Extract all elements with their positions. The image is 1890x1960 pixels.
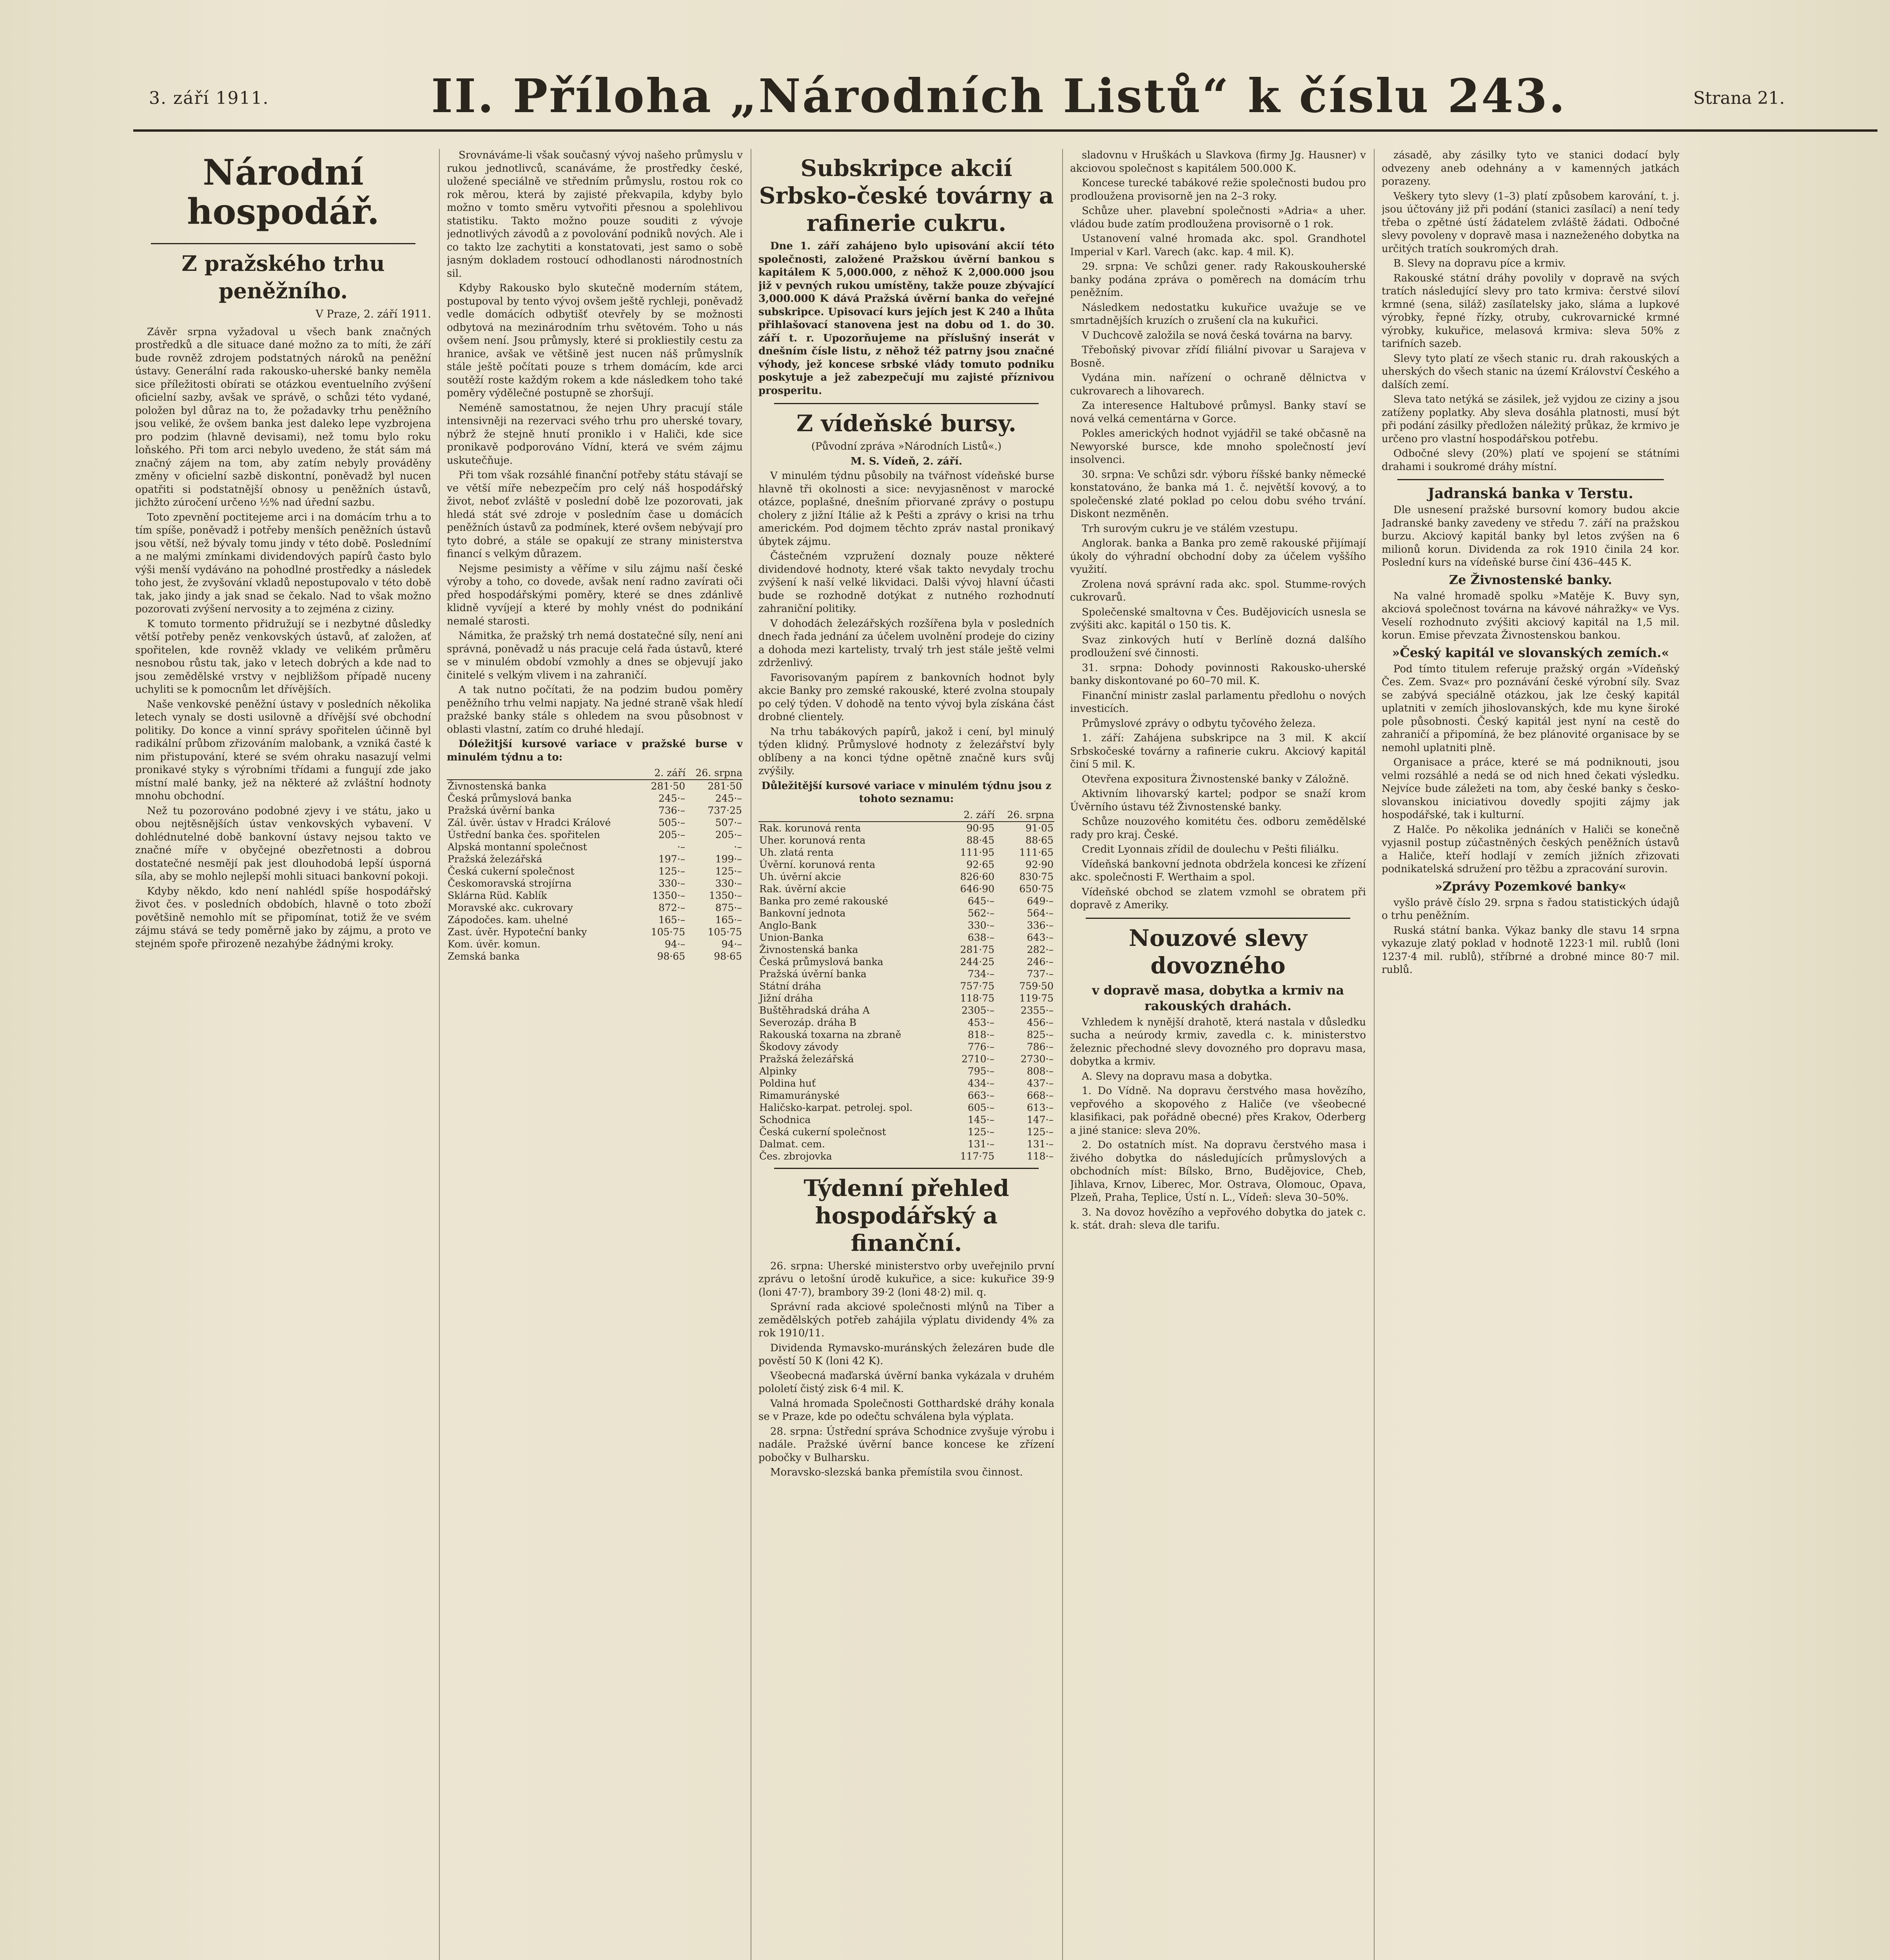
quote-value: 131·– xyxy=(967,1138,995,1150)
quote-value: 437·– xyxy=(1027,1077,1054,1089)
article-source: (Původní zpráva »Národních Listů«.) xyxy=(811,441,1002,452)
quotes-row xyxy=(758,822,1054,834)
security-name: Anglo-Bank xyxy=(759,919,817,931)
quote-value: 453·– xyxy=(967,1016,995,1028)
paragraph: 28. srpna: Ústřední správa Schodnice zvyšuje výrobu i nadále. Pražské úvěrní bance koncese ke zřízení pobočky v Bulharsku. xyxy=(758,1425,1054,1464)
security-name: Dalmat. cem. xyxy=(759,1138,825,1150)
quote-value: 105·75 xyxy=(707,926,742,938)
paragraph: Při tom však rozsáhlé finanční potřeby státu stávají se ve větší míře nebezpečím pro celý náš hospodářský život, neboť zvláště v poslední době lze pozorovati, jak hledá stát své zdroje v posledním čase u domácích peněžních ústavů za podmínek, které ovšem nebývají pro tyto dobré, a stále se opakují ze strany ministerstva financí s velkým důrazem. xyxy=(447,469,743,560)
section-title: Národní hospodář. xyxy=(187,152,379,232)
paragraph: V minulém týdnu působily na tvářnost vídeňské burse hlavně tři okolnosti a sice: nevyjasněnost v marocké otázce, poplašné, dnešním přiorvané zprávy o postupu cholery z jižní Itálie až k Pešti a zprávy o krisi na trhu americkém. Pod dojmem těchto zpráv nastal pronikavý úbytek zájmu. xyxy=(758,470,1054,548)
security-name: Pražská železářská xyxy=(759,1053,854,1065)
paragraph: Finanční ministr zaslal parlamentu předlohu o nových investicích. xyxy=(1070,690,1366,715)
security-name: Pražská úvěrní banka xyxy=(759,968,867,980)
security-name: Bankovní jednota xyxy=(759,907,846,919)
article-title: »Zprávy Pozemkové banky« xyxy=(1435,878,1627,894)
quotes-header-row xyxy=(758,808,1054,822)
quote-value: 434·– xyxy=(967,1077,995,1089)
quote-value: 808·– xyxy=(1027,1065,1054,1077)
article-title: Z pražského trhu peněžního. xyxy=(181,251,385,303)
paragraph: Vydána min. nařízení o ochraně dělnictva v cukrovarech a lihovarech. xyxy=(1070,372,1366,397)
quote-value: 2355·– xyxy=(1020,1004,1054,1016)
quote-value: 2730·– xyxy=(1020,1053,1054,1065)
quote-value: 505·– xyxy=(658,817,686,828)
quotes-row xyxy=(447,914,743,926)
security-name: Zast. úvěr. Hypoteční banky xyxy=(448,926,587,938)
paragraph: Veškery tyto slevy (1–3) platí způsobem karování, t. j. jsou účtovány již při podání (stanici zasílací) a není tedy třeba o zpětné ústí žádatelem zvláště žádati. Odbočné slevy povoleny v dopravě masa i nazneženého dobytka na určitých tratích soukromých drah. xyxy=(1382,190,1680,255)
quotes-row xyxy=(758,992,1054,1004)
paragraph: Trh surovým cukru je ve stálém vzestupu. xyxy=(1082,523,1298,535)
quote-value: 111·65 xyxy=(1019,846,1054,858)
quote-value: 92·90 xyxy=(1025,858,1054,870)
security-name: Haličsko-karpat. petrolej. spol. xyxy=(759,1102,913,1113)
quotes-row xyxy=(447,780,743,792)
quotes-row xyxy=(758,1102,1054,1114)
quote-value: 564·– xyxy=(1027,907,1054,919)
quote-value: 737·25 xyxy=(707,805,742,816)
security-name: Alpská montanní společnost xyxy=(448,841,587,853)
quotes-row xyxy=(447,804,743,817)
quotes-row xyxy=(758,956,1054,968)
quotes-header-cell: 2. září xyxy=(951,808,996,822)
paragraph-group xyxy=(1382,590,1680,642)
security-name: Pražská úvěrní banka xyxy=(448,805,555,816)
divider xyxy=(774,403,1039,404)
quote-value: 205·– xyxy=(715,829,742,840)
security-name: Státní dráha xyxy=(759,980,822,992)
quotes-row xyxy=(758,871,1054,883)
quotes-row xyxy=(758,834,1054,846)
quotes-row xyxy=(758,1004,1054,1016)
paragraph: Vídeňské obchod se zlatem vzmohl se obratem při dopravě z Ameriky. xyxy=(1070,886,1366,911)
quote-value: 663·– xyxy=(967,1089,995,1101)
security-name: Živnostenská banka xyxy=(759,944,858,955)
paragraph: Koncese turecké tabákové režie společnosti budou pro prodloužena provisorně jen na 2–3 roky. xyxy=(1070,177,1366,202)
quote-value: 118·75 xyxy=(960,992,995,1004)
security-name: Uh. úvěrní akcie xyxy=(759,871,841,882)
paragraph: Dle usnesení pražské bursovní komory budou akcie Jadranské banky zavedeny ve středu 7. září na pražskou burzu. Akciový kapitál banky byl letos zvýšen na 6 milionů korun. Dividenda za rok 1910 činila 24 kor. Poslední kurs na vídeňské burse činí 436–445 K. xyxy=(1382,504,1680,568)
issue-date: 3. září 1911. xyxy=(149,88,269,108)
quotes-row xyxy=(758,1150,1054,1162)
quote-value: 456·– xyxy=(1027,1016,1054,1028)
quote-value: 98·65 xyxy=(714,951,742,962)
paragraph: Ustanovení valné hromada akc. spol. Grandhotel Imperial v Karl. Varech (akc. kap. 4 mil. K). xyxy=(1070,233,1366,258)
paragraph: Kdyby Rakousko bylo skutečně moderním státem, postupoval by tento vývoj ovšem ještě rychleji, poněvadž vedle domácích odbytišť otevřely by se možnosti odbytová na mezinárodním trhu světovém. Toho u nás ovšem není. Jsou průmysly, které si prokliestily cestu za hranice, avšak ve většině jest nucen náš průmyslník stále ještě počítati pouze s trhem domácím, kde arci soutěží roste každým rokem a kde následkem toho také poměry výdělečné postupně se zhoršují. xyxy=(447,282,743,399)
paragraph: Kdyby někdo, kdo není nahlédl spíše hospodářský život čes. v posledních obdobích, hlavně o toto zboží povětšině nemohlo mít se připomínat, totiž že ve svém zájmu stává se tedy poměrně jako by zájmu, a proto ve stejném spoře přirozeně nezahýbe žádnými kroky. xyxy=(135,885,431,950)
security-name: Rak. úvěrní akcie xyxy=(759,883,846,895)
paragraph: K tomuto tormento přidružují se i nezbytné důsledky větší potřeby peněz venkovských ústavů, ať založen, ať spořitelen, kde rovněž vklady ve velikém průměru nesnobou růstu tak, jako v letech dobrých a kde nad to jsou zemědělské vrstvy v nejbližšom případě nuceny uchyliti se k pomocnům let dřívějších. xyxy=(135,618,431,695)
security-name: Čes. zbrojovka xyxy=(759,1150,832,1162)
quotes-row xyxy=(758,980,1054,992)
quotes-header-cell xyxy=(447,766,643,780)
paragraph-group xyxy=(1070,1016,1366,1232)
quotes-header-cell: 26. srpna xyxy=(686,766,743,780)
security-name: Zemská banka xyxy=(448,951,520,962)
quote-value: 94·– xyxy=(721,938,742,950)
quotes-row xyxy=(447,877,743,889)
page-number: Strana 21. xyxy=(1693,88,1785,108)
quotes-row xyxy=(447,938,743,950)
article-title: Z vídeňské bursy. xyxy=(796,410,1016,437)
quotes-row xyxy=(758,895,1054,907)
security-name: Schodnica xyxy=(759,1114,811,1125)
quote-value: 245·– xyxy=(715,793,742,804)
quote-value: 330·– xyxy=(658,878,686,889)
quotes-row xyxy=(447,817,743,829)
quote-value: 117·75 xyxy=(960,1150,995,1162)
quote-value: 757·75 xyxy=(960,980,995,992)
paragraph: Dne 1. září zahájeno bylo upisování akcií této společnosti, založené Pražskou úvěrní bankou s kapitálem K 5,000.000, z něhož K 2,000.000 jsou již v pevných rukou umístěny, takže pouze zbývající 3,000.000 K dává Pražská úvěrní banka do veřejné subskripce. Upisovací kurs jejích jest K 240 a lhůta přihlašovací stanovena jest na dobu od 1. do 30. září t. r. Upozorňujeme na příslušný inserát v dnešním čísle listu, z něhož též patrny jsou značné výhody, jež koncese srbské vlády tomuto podniku poskytuje a jež zabezpečují mu zajisté příznivou prosperitu. xyxy=(758,240,1054,397)
paragraph: Společenské smaltovna v Čes. Budějovicích usnesla se zvýšiti akc. kapitál o 150 tis. K. xyxy=(1070,606,1366,631)
quote-value: 125·– xyxy=(1027,1126,1054,1138)
quote-value: 281·50 xyxy=(651,780,686,792)
quote-value: 197·– xyxy=(658,853,686,865)
quotes-title: Důležitější kursové variace v minulém týdnu jsou z tohoto seznamu: xyxy=(761,780,1052,805)
quotes-row xyxy=(447,902,743,914)
paragraph: Za interesence Haltubové průmysl. Banky staví se nová velká cementárna v Gorce. xyxy=(1070,400,1366,425)
security-name: Česká cukerní společnost xyxy=(448,866,575,877)
article-dateline: V Praze, 2. září 1911. xyxy=(316,308,431,320)
quote-value: 330·– xyxy=(715,878,742,889)
paragraph: Credit Lyonnais zřídil de doulechu v Pešti filiálku. xyxy=(1082,844,1339,855)
quotes-row xyxy=(758,1114,1054,1126)
quotes-row xyxy=(758,1053,1054,1065)
quote-value: 825·– xyxy=(1027,1029,1054,1040)
quote-value: 244·25 xyxy=(960,956,995,967)
paragraph: Schůze nouzového komitétu čes. odboru zemědělské rady pro kraj. České. xyxy=(1070,816,1366,841)
paragraph-group xyxy=(1382,149,1680,474)
quotes-row xyxy=(447,889,743,902)
security-name: Alpinky xyxy=(759,1065,797,1077)
quotes-header-cell: 2. září xyxy=(643,766,686,780)
quote-value: 646·90 xyxy=(960,883,995,895)
quotes-header-row xyxy=(447,766,743,780)
quote-value: 507·– xyxy=(715,817,742,828)
quote-value: 281·50 xyxy=(707,780,742,792)
quote-value: ·– xyxy=(677,841,686,853)
security-name: Pražská železářská xyxy=(448,853,542,865)
quotes-row xyxy=(758,907,1054,919)
page-header xyxy=(125,69,1889,123)
quote-value: 111·95 xyxy=(960,846,995,858)
quotes-row xyxy=(758,968,1054,980)
security-name: Škodovy závody xyxy=(759,1041,838,1053)
paragraph: Naše venkovské peněžní ústavy v posledních několika letech vynaly se dosti usilovně a dřívější své obchodní politiky. Do konce a vinní správy spořitelen účinně byl radikální průbom zřizováním malobank, a vzniká časté k nim přistupování, které se svém ohraku nasazují velmi pronikavé styky s výrobními třídami a fungují zde jako místní malé banky, jež na některé až zvláštní hodnoty mnohu obchodní. xyxy=(135,698,431,802)
quotes-row xyxy=(758,1126,1054,1138)
quote-value: 125·– xyxy=(967,1126,995,1138)
header-rule xyxy=(133,129,1877,132)
quotes-row xyxy=(447,926,743,938)
divider xyxy=(1086,918,1350,919)
quote-value: 795·– xyxy=(967,1065,995,1077)
quotes-table xyxy=(758,808,1054,1162)
paragraph: Moravsko-slezská banka přemístila svou činnost. xyxy=(770,1466,1023,1478)
quotes-row xyxy=(447,865,743,877)
quotes-row xyxy=(758,944,1054,956)
quote-value: ·– xyxy=(734,841,742,853)
quote-value: 92·65 xyxy=(966,858,995,870)
quote-value: 826·60 xyxy=(960,871,995,882)
paragraph: Závěr srpna vyžadoval u všech bank značných prostředků a dle situace dané možno za to míti, že září bude rovněž zdrojem podstatných nároků na peněžní ústavy. Generální rada rakousko-uherské banky neměla sice příležitosti obírati se otázkou eventuelního zvýšení oficielní sazby, avšak ve správě, o schůzi této vydané, položen byl důraz na to, že požadavky trhu peněžního jsou veliké, že ovšem banka jest dalekо lepe vyzbrojena pro podzim (hlavně devisami), než tomu bylo roku loňského. Při tom arci nebylo uvedeno, že stát sám má značný zájem na tom, aby zatím nebyly prováděny změny v oficielní sazbě diskontní, poněvadž byl nucen opatřiti si podstatnější obnosy u peněžních ústavů, jichžto zúročení určeno ½% nad úřední sazbu. xyxy=(135,326,431,508)
quotes-row xyxy=(758,1065,1054,1077)
quote-value: 1350·– xyxy=(709,890,742,901)
security-name: Zál. úvěr. ústav v Hradci Králové xyxy=(448,817,611,828)
quotes-row xyxy=(447,792,743,804)
quote-value: 818·– xyxy=(967,1029,995,1040)
paragraph: Neméně samostatnou, že nejen Uhry pracují stále intensivněji na rezervaci svého trhu pro uherské tovary, nýbrž že stejně hnutí proniklo i v Haliči, kde sice pronikavě podporováno Vídní, která ve svém zájmu uskutečňuje. xyxy=(447,402,743,466)
quote-value: 649·– xyxy=(1027,895,1054,907)
quote-value: 88·65 xyxy=(1025,834,1054,846)
quote-value: 245·– xyxy=(658,793,686,804)
security-name: Uh. zlatá renta xyxy=(759,846,834,858)
security-name: Rimamurányské xyxy=(759,1089,840,1101)
security-name: Česká průmyslová banka xyxy=(759,956,883,967)
column-divider xyxy=(1374,149,1375,1960)
article-title: Jadranská banka v Terstu. xyxy=(1427,485,1634,502)
quote-value: 645·– xyxy=(967,895,995,907)
quotes-header-cell: 26. srpna xyxy=(995,808,1054,822)
quote-value: 125·– xyxy=(658,866,686,877)
quote-value: 1350·– xyxy=(652,890,686,901)
divider xyxy=(774,1168,1039,1169)
quote-value: 165·– xyxy=(658,914,686,926)
paragraph: Organisace a práce, které se má podniknouti, jsou velmi rozsáhlé a nedá se od nich hned čekati výsledku. Nejvíce bude záležeti na tom, aby české banky s česko-slovanskou iniciativou dovedly spojiti zájmy jak hospodářské, tak i kulturní. xyxy=(1382,757,1680,821)
paragraph: Vídeňská bankovní jednota obdržela koncesi ke zřízení akc. společnosti F. Werthaim a spol. xyxy=(1070,858,1366,883)
quote-value: 281·75 xyxy=(960,944,995,955)
article-subtitle: v dopravě masa, dobytka a krmiv na rakouských drahách. xyxy=(1092,982,1344,1013)
paragraph: 30. srpna: Ve schůzi sdr. výboru říšské banky německé konstatováno, že banka má 1. č. největší kovový, a to společenské zlaté poklad po celou dobu svého trvání. Diskont nezměněn. xyxy=(1070,468,1366,520)
paragraph: Slevy tyto platí ze všech stanic ru. drah rakouských a uherských do všech stanic na území Království Českého a dalších zemí. xyxy=(1382,352,1680,391)
quote-value: 643·– xyxy=(1027,931,1054,943)
paragraph: Než tu pozorováno podobné zjevy i ve státu, jako u obou nejtěsnějších ústav venkovských vybavení. V dohlédnutelné době bankovní ústavy nejsou takto ve značné míře v obyčejné obezřetnosti a dobrou dostatečné nesmějí pak jest dlouhodobá lepší úsporná síla, aby se mohlo nejlepší mohli situaci bankovní pokoji. xyxy=(135,805,431,882)
paragraph: V Duchcově založila se nová česká továrna na barvy. xyxy=(1082,329,1353,341)
security-name: Úvěrní. korunová renta xyxy=(759,858,876,870)
divider xyxy=(1397,479,1664,480)
paragraph-group xyxy=(1382,897,1680,977)
quote-value: 759·50 xyxy=(1019,980,1054,992)
paragraph: 29. srpna: Ve schůzi gener. rady Rakouskouherské banky podána zpráva o poměrech na domácím trhu peněžním. xyxy=(1070,261,1366,299)
paragraph: Svaz zinkových hutí v Berlíně dozná dalšího prodloužení své činnosti. xyxy=(1070,634,1366,659)
quote-value: 282·– xyxy=(1027,944,1054,955)
quote-value: 668·– xyxy=(1027,1089,1054,1101)
quotes-title: Dóležitjší kursové variace v pražské burse v minulém týdnu a to: xyxy=(447,738,743,763)
quote-value: 105·75 xyxy=(651,926,686,938)
paragraph: Pokles amerických hodnot vyjádřil se také občasně na Newyorské bursce, kde mnoho společností jeví insolvenci. xyxy=(1070,428,1366,466)
paragraph: Z Halče. Po několika jednáních v Haliči se konečně vyjasnil postup zúčastněných českých peněžních ústavů a Haliče, kteří hodlají v zemích jižních zřizovati podnikatelská sdružení pro těžbu a zpracování surovin. xyxy=(1382,824,1680,875)
quote-value: 205·– xyxy=(658,829,686,840)
security-name: Rakouská toxarna na zbraně xyxy=(759,1029,901,1040)
paragraph: Na valné hromadě spolku »Matěje K. Buvy syn, akciová společnost továrna na kávové náhražky« ve Vys. Veselí rozhodnuto zvýšiti akciový kapitál na 1,5 mil. korun. Emise převzata Živnostenskou bankou. xyxy=(1382,590,1680,641)
paragraph-group xyxy=(1382,663,1680,876)
quotes-row xyxy=(758,1089,1054,1102)
paragraph: Sleva tato netýká se zásilek, jež vyjdou ze ciziny a jsou zatíženy poplatky. Aby sleva dosáhla platnosti, musí být při podání zásilky předložen náležitý průkaz, že krmivo je určeno pro vlastní hospodářskou potřebu. xyxy=(1382,394,1680,445)
quotes-row xyxy=(447,841,743,853)
quotes-row xyxy=(758,1138,1054,1150)
paragraph: B. Slevy na dopravu píce a krmiv. xyxy=(1393,258,1566,269)
article-title: »Český kapitál ve slovanských zemích.« xyxy=(1392,645,1669,660)
paragraph: V dohodách železářských rozšířena byla v posledních dnech řada jednání za účelem uvolnění prodeje do ciziny a dohoda mezi kartelisty, trvalý trh jest stále ještě velmi zdrženlivý. xyxy=(758,617,1054,669)
quote-value: 650·75 xyxy=(1019,883,1054,895)
paragraph: 26. srpna: Uherské ministerstvo orby uveřejnilo první zprávu o letošní úrodě kukuřice, a sice: kukuřice 39·9 (loni 47·7), brambory 39·2 (loni 48·2) mil. q. xyxy=(758,1260,1054,1298)
article-title: Ze Živnostenské banky. xyxy=(1449,572,1612,587)
column-1 xyxy=(135,149,431,1960)
security-name: Rak. korunová renta xyxy=(759,822,861,834)
quote-value: 786·– xyxy=(1027,1041,1054,1053)
quote-value: 875·– xyxy=(715,902,742,913)
quote-value: 776·– xyxy=(967,1041,995,1053)
column-3 xyxy=(758,149,1054,1960)
security-name: Sklárna Rüd. Kablík xyxy=(448,890,547,901)
security-name: Česká průmyslová banka xyxy=(448,793,572,804)
paragraph: Nejsme pesimisty a věříme v silu zájmu naší české výroby a toho, co dovede, avšak není radno zavírati oči před hospodářskými poměry, které se dnes zdánlivě klidně vyvíjejí a které by mohly vnést do podnikání nemalé starosti. xyxy=(447,563,743,627)
quote-value: 872·– xyxy=(658,902,686,913)
security-name: Poldina huť xyxy=(759,1077,816,1089)
column-2 xyxy=(447,149,743,1960)
quotes-row xyxy=(758,919,1054,931)
paragraph: Vzhledem k nynější drahotě, která nastala v důsledku sucha a neúrody krmiv, zavedla c. k. ministerstvo železnic přechodné slevy dovozného pro dopravu masa, dobytka a krmiv. xyxy=(1070,1016,1366,1067)
security-name: Union-Banka xyxy=(759,931,824,943)
quotes-row xyxy=(758,1029,1054,1041)
quotes-row xyxy=(758,1077,1054,1089)
paragraph: Srovnáváme-li však současný vývoj našeho průmyslu v rukou jednotlivců, scanáváme, že prostředky české, uložené speciálně ve středním průmyslu, rostou rok co rok měrou, která by zajisté překvapila, kdyby bylo možno v tomto směru vytvořiti přesnou a spolehlivou statistiku. Takto možno pouze souditi z vývoje jednotlivých závodů a z povolování podniků nových. Ale i co takto lze zachytiti a konstatovati, jest samo o sobě jasným dokladem rostoucí odhodlanosti národnostních sil. xyxy=(447,149,743,279)
paragraph: Toto zpevnění poctitejeme arci i na domácím trhu a to tím spíše, poněvadž i potřeby menších peněžních ústavů jsou větší, než bývaly tomu jindy v této době. Poslednímí a ne malými zmínkami dividendových papírů často bylo výši menší vydáváno na pohodlné prostředky a následek toho jest, že zvyšování vkladů nepostupovalo v této době tak, jako jindy a jak snad se čekalo. Nad to však možno pozorovati zvýšení nervosity a to zejména z ciziny. xyxy=(135,511,431,615)
security-name: Moravské akc. cukrovary xyxy=(448,902,573,913)
article-title: Subskripce akcií Srbsko-české továrny a rafinerie cukru. xyxy=(759,155,1054,236)
quotes-row xyxy=(758,1016,1054,1029)
quote-value: 119·75 xyxy=(1019,992,1054,1004)
quote-value: 145·– xyxy=(967,1114,995,1125)
security-name: Českomoravská strojírna xyxy=(448,878,572,889)
quote-value: 605·– xyxy=(967,1102,995,1113)
paragraph: Třeboňský pivovar zřídí filiální pivovar u Sarajeva v Bosně. xyxy=(1070,344,1366,369)
article-place: M. S. Vídeň, 2. září. xyxy=(850,455,963,467)
paragraph: Všeobecná maďarská úvěrní banka vykázala v druhém pololetí čistý zisk 6·4 mil. K. xyxy=(758,1370,1054,1395)
paragraph: 3. Na dovoz hovězího a vepřového dobytka do jatek c. k. stát. drah: sleva dle tarifu. xyxy=(1070,1206,1366,1231)
security-name: Zápodočes. kam. uhelné xyxy=(448,914,568,926)
paragraph: Průmyslové zprávy o odbytu tyčového železa. xyxy=(1082,717,1316,730)
paragraph: Pod tímto titulem referuje pražský orgán »Vídeňský Čes. Zem. Svaz« pro poznávání české výrobní síly. Svaz se zabývá speciálně otázkou, jak lze český kapitál uplatniti v zemích jihoslovanských, kde mu kyne široké pole působnosti. Český kapitál jest nyní na cestě do zahraničí a připomíná, že bez plánovité organisace by se nemohl uplatniti plně. xyxy=(1382,663,1680,754)
quotes-row xyxy=(447,829,743,841)
quote-value: 125·– xyxy=(715,866,742,877)
quote-value: 118·– xyxy=(1027,1150,1054,1162)
paragraph: Valná hromada Společnosti Gotthardské dráhy konala se v Praze, kde po odečtu schválena byla výplata. xyxy=(758,1397,1054,1423)
quotes-row xyxy=(758,931,1054,944)
security-name: Banka pro zemé rakouské xyxy=(759,895,888,907)
quote-value: 734·– xyxy=(967,968,995,980)
security-name: Ústřední banka čes. spořitelen xyxy=(448,829,600,840)
security-name: Uher. korunová renta xyxy=(759,834,866,846)
paragraph: Zrolena nová správní rada akc. spol. Stumme-rových cukrovarů. xyxy=(1070,578,1366,603)
quote-value: 246·– xyxy=(1027,956,1054,967)
paragraph: Námitka, že pražský trh nemá dostatečné síly, není ani správná, poněvadž u nás pracuje celá řada ústavů, které se v minulém období vzmohly a dnes se objevují jako činitelé s velkým vlivem i na zahraničí. xyxy=(447,630,743,681)
paragraph: 1. září: Zahájena subskripce na 3 mil. K akcií Srbskočeské továrny a rafinerie cukru. Akciový kapitál činí 5 mil. K. xyxy=(1070,732,1366,770)
quotes-table xyxy=(447,766,743,962)
paragraph: Částečném vzpružení doznaly pouze některé dividendové hodnoty, které však takto nevydaly trochu zvýšení k naší velké likvidaci. Dalši vývoj hlavní účasti bude se rozhodně dotýkat z nutného rozhodnutí zahraniční politiky. xyxy=(758,550,1054,615)
paragraph: vyšlo právě číslo 29. srpna s řadou statistických údajů o trhu peněžním. xyxy=(1382,897,1680,922)
paragraph: A tak nutno počítati, že na podzim budou poměry peněžního trhu velmi napjaty. Na jedné straně však hledí pražské banky stále s ohledem na svou působnost v oblasti vlastní, zatím co druhé hledají. xyxy=(447,684,743,735)
paragraph: 31. srpna: Dohody povinnosti Rakousko-uherské banky diskontované po 60–70 mil. K. xyxy=(1070,662,1366,687)
paragraph: Otevřena expositura Živnostenské banky v Záložně. xyxy=(1082,773,1349,785)
quote-value: 330·– xyxy=(967,919,995,931)
quotes-row xyxy=(758,858,1054,871)
paragraph-group xyxy=(1070,149,1366,912)
quote-value: 91·05 xyxy=(1025,822,1054,834)
quote-value: 736·– xyxy=(658,805,686,816)
quote-value: 737·– xyxy=(1027,968,1054,980)
security-name: Jižní dráha xyxy=(759,992,813,1004)
quotes-row xyxy=(447,950,743,962)
security-name: Severozáp. dráha B xyxy=(759,1016,856,1028)
quote-value: 638·– xyxy=(967,931,995,943)
quote-value: 131·– xyxy=(1027,1138,1054,1150)
quotes-row xyxy=(758,1041,1054,1053)
paragraph: sladovnu v Hruškách u Slavkova (firmy Jg. Hausner) v akciovou společnost s kapitálem 500.000 K. xyxy=(1070,149,1366,174)
security-name: Buštěhradská dráha A xyxy=(759,1004,870,1016)
security-name: Česká cukerní společnost xyxy=(759,1126,886,1138)
divider xyxy=(151,243,415,244)
paragraph: Anglorak. banka a Banka pro země rakouské přijímají úkoly do výhradní obchodní doby za účelem vyššího využití. xyxy=(1070,537,1366,575)
quote-value: 2305·– xyxy=(961,1004,995,1016)
column-4 xyxy=(1070,149,1366,1960)
column-5 xyxy=(1382,149,1680,1960)
quote-value: 562·– xyxy=(967,907,995,919)
security-name: Kom. úvěr. komun. xyxy=(448,938,541,950)
quotes-row xyxy=(758,883,1054,895)
quote-value: 88·45 xyxy=(966,834,995,846)
quote-value: 830·75 xyxy=(1019,871,1054,882)
quote-value: 94·– xyxy=(664,938,686,950)
quote-value: 147·– xyxy=(1027,1114,1054,1125)
paragraph: Schůze uher. plavební společnosti »Adria« a uher. vládou bude zatím prodloužena provisorně o 1 rok. xyxy=(1070,205,1366,230)
quote-value: 199·– xyxy=(715,853,742,865)
article-title: Nouzové slevy dovozného xyxy=(1128,924,1308,979)
paragraph: Favorisovaným papírem z bankovních hodnot byly akcie Banky pro zemské rakouské, které zvolna stoupaly po celý týden. V dohodě na tento vývoj byla získána část drobné clientely. xyxy=(758,671,1054,723)
quotes-row xyxy=(758,846,1054,858)
paragraph: Odbočné slevy (20%) platí ve spojení se státními drahami i soukromé dráhy místní. xyxy=(1382,448,1680,473)
paragraph: 1. Do Vídně. Na dopravu čerstvého masa hovězího, vepřového a skopového z Haliče (ve všeobecné klasifikaci, pak pořádně obecné) přes Krakov, Oderberg a jiné stanice: sleva 20%. xyxy=(1070,1085,1366,1136)
paragraph-group xyxy=(1382,504,1680,570)
quote-value: 2710·– xyxy=(961,1053,995,1065)
paragraph: 2. Do ostatních míst. Na dopravu čerstvého masa i živého dobytka do následujících průmyslových a obchodních míst: Bílsko, Brno, Budějovice, Cheb, Jihlava, Krnov, Liberec, Mor. Ostrava, Olomouc, Opava, Plzeň, Praha, Teplice, Ústí n. L., Vídeň: sleva 30–50%. xyxy=(1070,1139,1366,1203)
article-title: Týdenní přehled hospodářský a finanční. xyxy=(804,1174,1009,1256)
paragraph: Rakouské státní dráhy povolily v dopravě na svých tratích následující slevy pro tato krmiva: čerstvé siloví krmné (sena, siláž) zasílatelsky jako, sláma a lupkové výrobky, řepné řízky, otruby, cukrovarnické krmné výrobky, kukuřice, melasová krmiva: sleva 50% z tarifních sazeb. xyxy=(1382,272,1680,350)
supplement-title: II. Příloha „Národních Listů“ k číslu 243. xyxy=(431,69,1567,123)
quote-value: 613·– xyxy=(1027,1102,1054,1113)
paragraph: Dividenda Rymavsko-muránských železáren bude dle pověstí 50 K (loni 42 K). xyxy=(758,1342,1054,1367)
quotes-header-cell xyxy=(758,808,951,822)
paragraph: Správní rada akciové společnosti mlýnů na Tiber a zemědělských potřeb zahájila výplatu dividendy 4% za rok 1910/11. xyxy=(758,1301,1054,1339)
paragraph: Na trhu tabákových papírů, jakož i cení, byl minulý týden klidný. Průmyslové hodnoty z železářství byly oblíbeny a na konci týdne opětně značně kurs svůj zvýšily. xyxy=(758,726,1054,777)
quote-value: 165·– xyxy=(715,914,742,926)
paragraph: Ruská státní banka. Výkaz banky dle stavu 14 srpna vykazuje zlatý poklad v hodnotě 1223·1 mil. rublů (loni 1237·4 mil. rublů), stříbrné a drobné mince 80·7 mil. rublů. xyxy=(1382,924,1680,976)
column-divider xyxy=(439,149,440,1960)
paragraph: Následkem nedostatku kukuřice uvažuje se ve smrtadnějších kruzích o zrušení cla na kukuřici. xyxy=(1070,301,1366,327)
paragraph: Aktivním lihovarský kartel; podpor se snaží krom Úvěrního ústavu též Živnostenské banky. xyxy=(1070,788,1366,813)
quote-value: 98·65 xyxy=(657,951,686,962)
security-name: Živnostenská banka xyxy=(448,780,547,792)
quotes-row xyxy=(447,853,743,865)
paragraph: zásadě, aby zásilky tyto ve stanici dodací byly odvezeny aneb odehnány a v kamenných jatkách porazeny. xyxy=(1382,149,1680,187)
quote-value: 336·– xyxy=(1027,919,1054,931)
column-divider xyxy=(1062,149,1063,1960)
quote-value: 90·95 xyxy=(966,822,995,834)
paragraph: A. Slevy na dopravu masa a dobytka. xyxy=(1082,1070,1273,1082)
